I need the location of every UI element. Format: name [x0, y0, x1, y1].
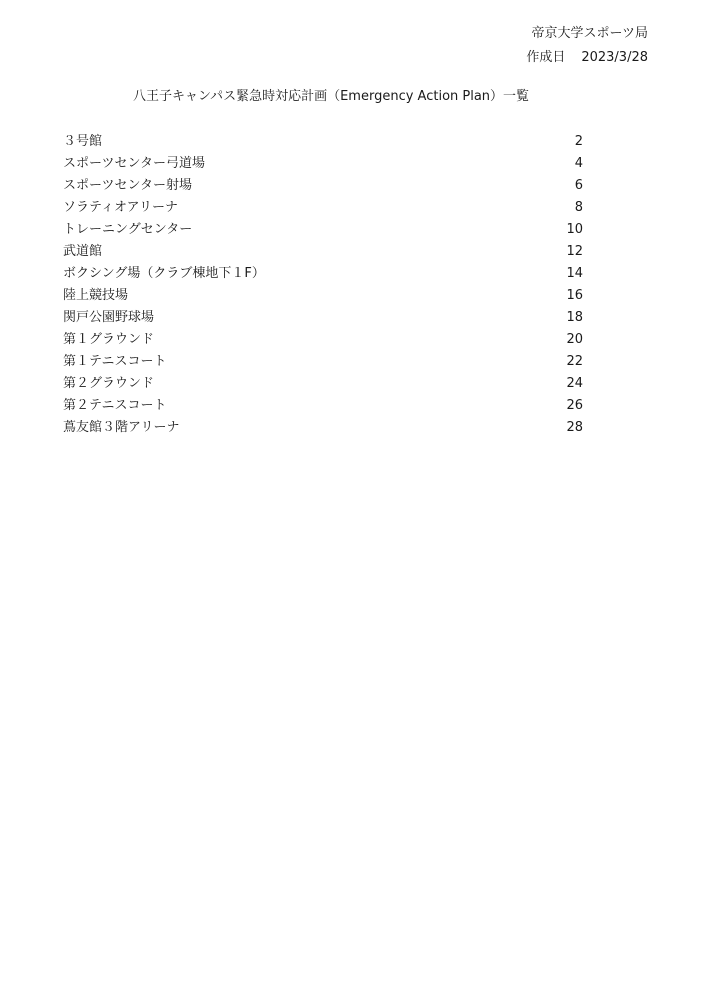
- toc-page-number: 16: [566, 288, 583, 303]
- toc-row: [63, 395, 583, 417]
- creation-date-line: [526, 48, 648, 68]
- toc-facility-name: 蔦友館３階アリーナ: [63, 420, 180, 435]
- toc-row: [63, 417, 583, 439]
- toc-page-number: 12: [566, 244, 583, 259]
- toc-row: [63, 153, 583, 175]
- toc-facility-name: ソラティオアリーナ: [63, 200, 179, 215]
- toc-row: [63, 131, 583, 153]
- creation-date-label: 作成日: [526, 50, 566, 65]
- toc-page-number: 8: [574, 200, 583, 215]
- toc-page-number: 2: [574, 134, 583, 149]
- creation-date-value: 2023/3/28: [581, 50, 648, 65]
- toc-page-number: 26: [566, 398, 583, 413]
- toc-row: [63, 373, 583, 395]
- toc-facility-name: 武道館: [63, 244, 103, 259]
- toc-row: [63, 329, 583, 351]
- toc-page-number: 14: [566, 266, 583, 281]
- toc-facility-name: 第１テニスコート: [63, 354, 167, 369]
- toc-row: [63, 219, 583, 241]
- toc-row: [63, 197, 583, 219]
- toc-page-number: 10: [566, 222, 583, 237]
- table-of-contents: [63, 131, 583, 439]
- toc-row: [63, 241, 583, 263]
- toc-page-number: 6: [574, 178, 583, 193]
- toc-row: [63, 307, 583, 329]
- toc-page-number: 4: [574, 156, 583, 171]
- toc-row: [63, 175, 583, 197]
- toc-row: [63, 263, 583, 285]
- toc-facility-name: スポーツセンター射場: [63, 178, 192, 193]
- toc-row: [63, 351, 583, 373]
- toc-page-number: 20: [566, 332, 583, 347]
- toc-facility-name: トレーニングセンター: [63, 222, 193, 237]
- organization-name: 帝京大学スポーツ局: [531, 26, 648, 41]
- toc-facility-name: ３号館: [63, 134, 103, 149]
- toc-facility-name: 第１グラウンド: [63, 332, 155, 347]
- toc-row: [63, 285, 583, 307]
- toc-facility-name: 陸上競技場: [63, 288, 129, 303]
- toc-facility-name: スポーツセンター弓道場: [63, 156, 205, 171]
- toc-page-number: 24: [566, 376, 583, 391]
- toc-facility-name: 関戸公園野球場: [63, 310, 155, 325]
- toc-page-number: 28: [566, 420, 583, 435]
- toc-page-number: 18: [566, 310, 583, 325]
- toc-facility-name: ボクシング場（クラブ棟地下１F）: [63, 266, 265, 281]
- toc-facility-name: 第２テニスコート: [63, 398, 167, 413]
- toc-facility-name: 第２グラウンド: [63, 376, 155, 391]
- document-title: 八王子キャンパス緊急時対応計画（Emergency Action Plan）一覧: [133, 89, 530, 104]
- toc-page-number: 22: [566, 354, 583, 369]
